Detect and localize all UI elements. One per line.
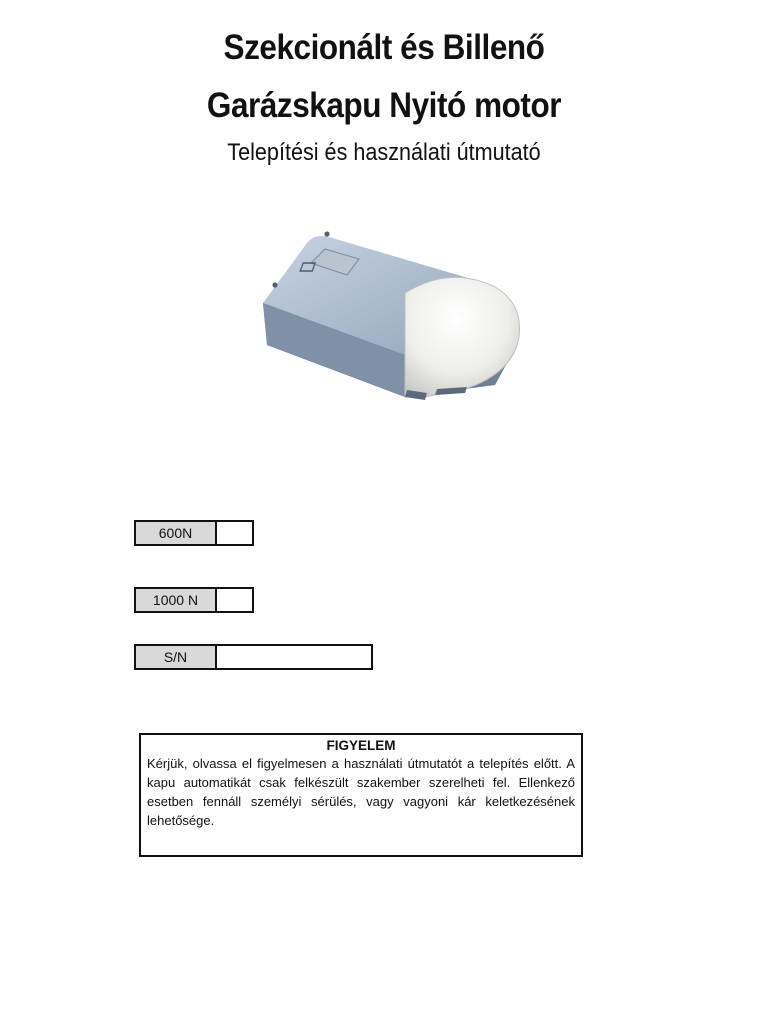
spec-row-600n — [134, 520, 254, 546]
product-image — [255, 225, 530, 405]
warning-box — [139, 733, 583, 857]
spec-checkbox-1000n[interactable] — [216, 588, 253, 612]
serial-number-field[interactable] — [216, 645, 372, 669]
warning-text: Kérjük, olvassa el figyelmesen a használati útmutatót a telepítés előtt. A kapu automatikát csak felkészült szakember szerelheti fel. Ellenkező esetben fennáll személyi sérülés, vagy vagyoni kár keletkezésének lehetősége. — [147, 756, 575, 828]
spec-label-600n: 600N — [135, 521, 216, 545]
page-title-line-2: Garázskapu Nyitó motor — [206, 86, 562, 125]
spec-label-serial-number: S/N — [135, 645, 216, 669]
page-title-line-1: Szekcionált és Billenő — [223, 28, 545, 67]
spec-label-1000n: 1000 N — [135, 588, 216, 612]
spec-row-1000n — [134, 587, 254, 613]
page-subtitle: Telepítési és használati útmutató — [227, 139, 541, 166]
spec-row-serial-number — [134, 644, 373, 670]
warning-title: FIGYELEM — [326, 738, 396, 753]
spec-checkbox-600n[interactable] — [216, 521, 253, 545]
garage-door-opener-motor-icon — [255, 225, 530, 405]
